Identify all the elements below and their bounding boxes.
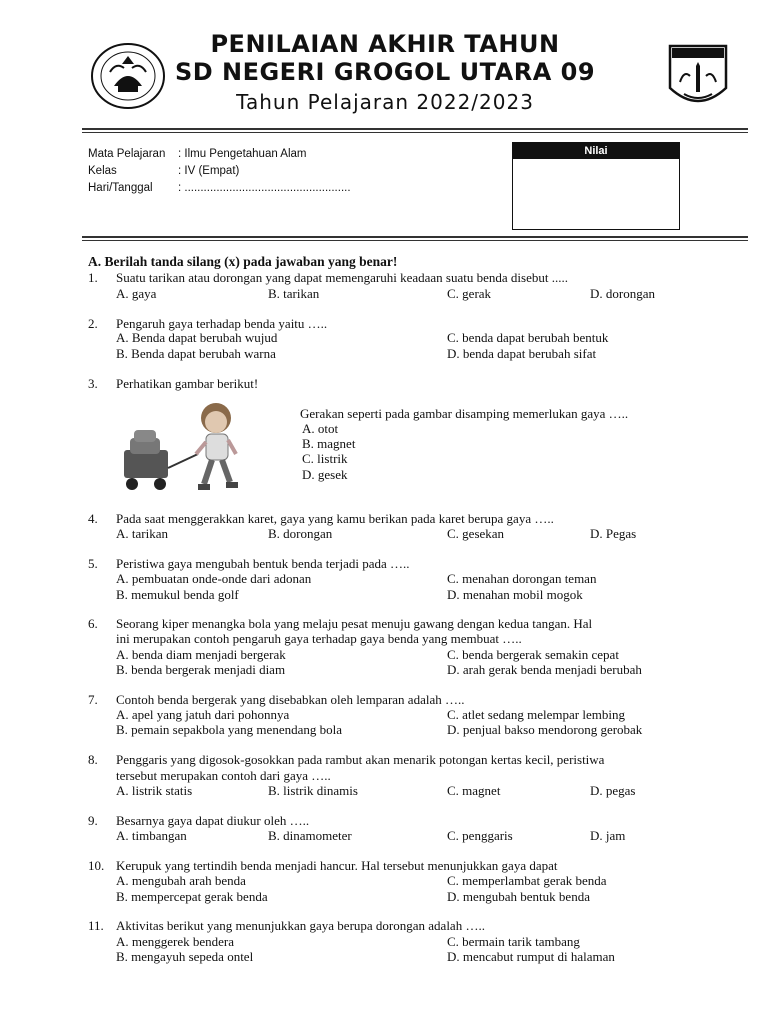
- question-text-continued: tersebut merupakan contoh dari gaya …..: [116, 768, 331, 783]
- class-value: : IV (Empat): [178, 165, 240, 177]
- option-d[interactable]: D. Pegas: [590, 526, 637, 541]
- option-a[interactable]: A. listrik statis: [116, 783, 193, 798]
- option-d[interactable]: D. gesek: [302, 467, 348, 482]
- option-c[interactable]: C. gerak: [447, 286, 492, 301]
- option-a[interactable]: A. gaya: [116, 286, 157, 301]
- subject-label: Mata Pelajaran: [88, 148, 166, 160]
- option-a[interactable]: A. benda diam menjadi bergerak: [116, 647, 286, 662]
- option-c[interactable]: C. atlet sedang melempar lembing: [447, 707, 625, 722]
- info-divider-thin: [82, 240, 748, 241]
- option-c[interactable]: C. listrik: [302, 451, 348, 466]
- question-text: Suatu tarikan atau dorongan yang dapat memengaruhi keadaan suatu benda disebut .....: [116, 270, 568, 285]
- question-number: 1.: [88, 270, 98, 285]
- option-a[interactable]: A. timbangan: [116, 828, 187, 843]
- option-b[interactable]: B. mempercepat gerak benda: [116, 889, 268, 904]
- jaya-raya-logo-icon: [666, 42, 730, 112]
- question-number: 11.: [88, 918, 104, 933]
- option-c[interactable]: C. gesekan: [447, 526, 505, 541]
- question-number: 3.: [88, 376, 98, 391]
- option-a[interactable]: A. menggerek bendera: [116, 934, 235, 949]
- option-b[interactable]: B. benda bergerak menjadi diam: [116, 662, 286, 677]
- option-c[interactable]: C. benda bergerak semakin cepat: [447, 647, 619, 662]
- boy-pulling-cart-illustration: [118, 398, 248, 498]
- header-divider: [82, 128, 748, 130]
- question-text: Aktivitas berikut yang menunjukkan gaya berupa dorongan adalah …..: [116, 918, 485, 933]
- question-number: 9.: [88, 813, 98, 828]
- option-a[interactable]: A. Benda dapat berubah wujud: [116, 330, 278, 345]
- exam-title: PENILAIAN AKHIR TAHUN: [210, 30, 560, 58]
- info-divider: [82, 236, 748, 238]
- option-c[interactable]: C. menahan dorongan teman: [447, 571, 597, 586]
- subject-value: : Ilmu Pengetahuan Alam: [178, 148, 307, 160]
- option-d[interactable]: D. pegas: [590, 783, 636, 798]
- question-text: Penggaris yang digosok-gosokkan pada rambut akan menarik potongan kertas kecil, peristiwa: [116, 752, 605, 767]
- option-b[interactable]: B. dorongan: [268, 526, 333, 541]
- option-a[interactable]: A. tarikan: [116, 526, 168, 541]
- option-d[interactable]: D. dorongan: [590, 286, 655, 301]
- option-b[interactable]: B. mengayuh sepeda ontel: [116, 949, 254, 964]
- option-a[interactable]: A. otot: [302, 421, 339, 436]
- class-label: Kelas: [88, 165, 117, 177]
- option-c[interactable]: C. memperlambat gerak benda: [447, 873, 607, 888]
- option-b[interactable]: B. pemain sepakbola yang menendang bola: [116, 722, 342, 737]
- option-b[interactable]: B. memukul benda golf: [116, 587, 239, 602]
- option-c[interactable]: C. bermain tarik tambang: [447, 934, 580, 949]
- question-number: 8.: [88, 752, 98, 767]
- option-c[interactable]: C. penggaris: [447, 828, 513, 843]
- school-name: SD NEGERI GROGOL UTARA 09: [174, 58, 596, 86]
- question-number: 6.: [88, 616, 98, 631]
- question-3-prompt: Gerakan seperti pada gambar disamping memerlukan gaya …..: [300, 406, 629, 421]
- option-d[interactable]: D. benda dapat berubah sifat: [447, 346, 597, 361]
- option-d[interactable]: D. jam: [590, 828, 626, 843]
- question-text: Kerupuk yang tertindih benda menjadi hancur. Hal tersebut menunjukkan gaya dapat: [116, 858, 558, 873]
- question-text: Besarnya gaya dapat diukur oleh …..: [116, 813, 310, 828]
- question-number: 10.: [88, 858, 105, 873]
- option-a[interactable]: A. pembuatan onde-onde dari adonan: [116, 571, 312, 586]
- date-label: Hari/Tanggal: [88, 182, 153, 194]
- question-text: Seorang kiper menangka bola yang melaju pesat menuju gawang dengan kedua tangan. Hal: [116, 616, 593, 631]
- question-number: 5.: [88, 556, 98, 571]
- date-value[interactable]: : ....................................................: [178, 182, 351, 194]
- option-b[interactable]: B. tarikan: [268, 286, 320, 301]
- question-number: 4.: [88, 511, 98, 526]
- score-box[interactable]: [512, 142, 680, 230]
- score-label: Nilai: [513, 143, 679, 159]
- option-d[interactable]: D. menahan mobil mogok: [447, 587, 583, 602]
- question-text: Perhatikan gambar berikut!: [116, 376, 259, 391]
- option-b[interactable]: B. magnet: [302, 436, 356, 451]
- option-a[interactable]: A. mengubah arah benda: [116, 873, 246, 888]
- option-b[interactable]: B. Benda dapat berubah warna: [116, 346, 276, 361]
- option-d[interactable]: D. mencabut rumput di halaman: [447, 949, 615, 964]
- question-number: 2.: [88, 316, 98, 331]
- header-divider-thin: [82, 132, 748, 133]
- option-c[interactable]: C. magnet: [447, 783, 501, 798]
- question-text-continued: ini merupakan contoh pengaruh gaya terhadap gaya benda yang membuat …..: [116, 631, 522, 646]
- question-number: 7.: [88, 692, 98, 707]
- question-text: Pada saat menggerakkan karet, gaya yang kamu berikan pada karet berupa gaya …..: [116, 511, 554, 526]
- option-c[interactable]: C. benda dapat berubah bentuk: [447, 330, 609, 345]
- question-text: Pengaruh gaya terhadap benda yaitu …..: [116, 316, 328, 331]
- option-a[interactable]: A. apel yang jatuh dari pohonnya: [116, 707, 290, 722]
- section-instruction: A. Berilah tanda silang (x) pada jawaban yang benar!: [88, 254, 398, 269]
- school-year: Tahun Pelajaran 2022/2023: [236, 90, 534, 114]
- option-b[interactable]: B. dinamometer: [268, 828, 352, 843]
- option-b[interactable]: B. listrik dinamis: [268, 783, 358, 798]
- option-d[interactable]: D. mengubah bentuk benda: [447, 889, 590, 904]
- question-text: Peristiwa gaya mengubah bentuk benda terjadi pada …..: [116, 556, 410, 571]
- option-d[interactable]: D. penjual bakso mendorong gerobak: [447, 722, 643, 737]
- option-d[interactable]: D. arah gerak benda menjadi berubah: [447, 662, 642, 677]
- question-text: Contoh benda bergerak yang disebabkan oleh lemparan adalah …..: [116, 692, 465, 707]
